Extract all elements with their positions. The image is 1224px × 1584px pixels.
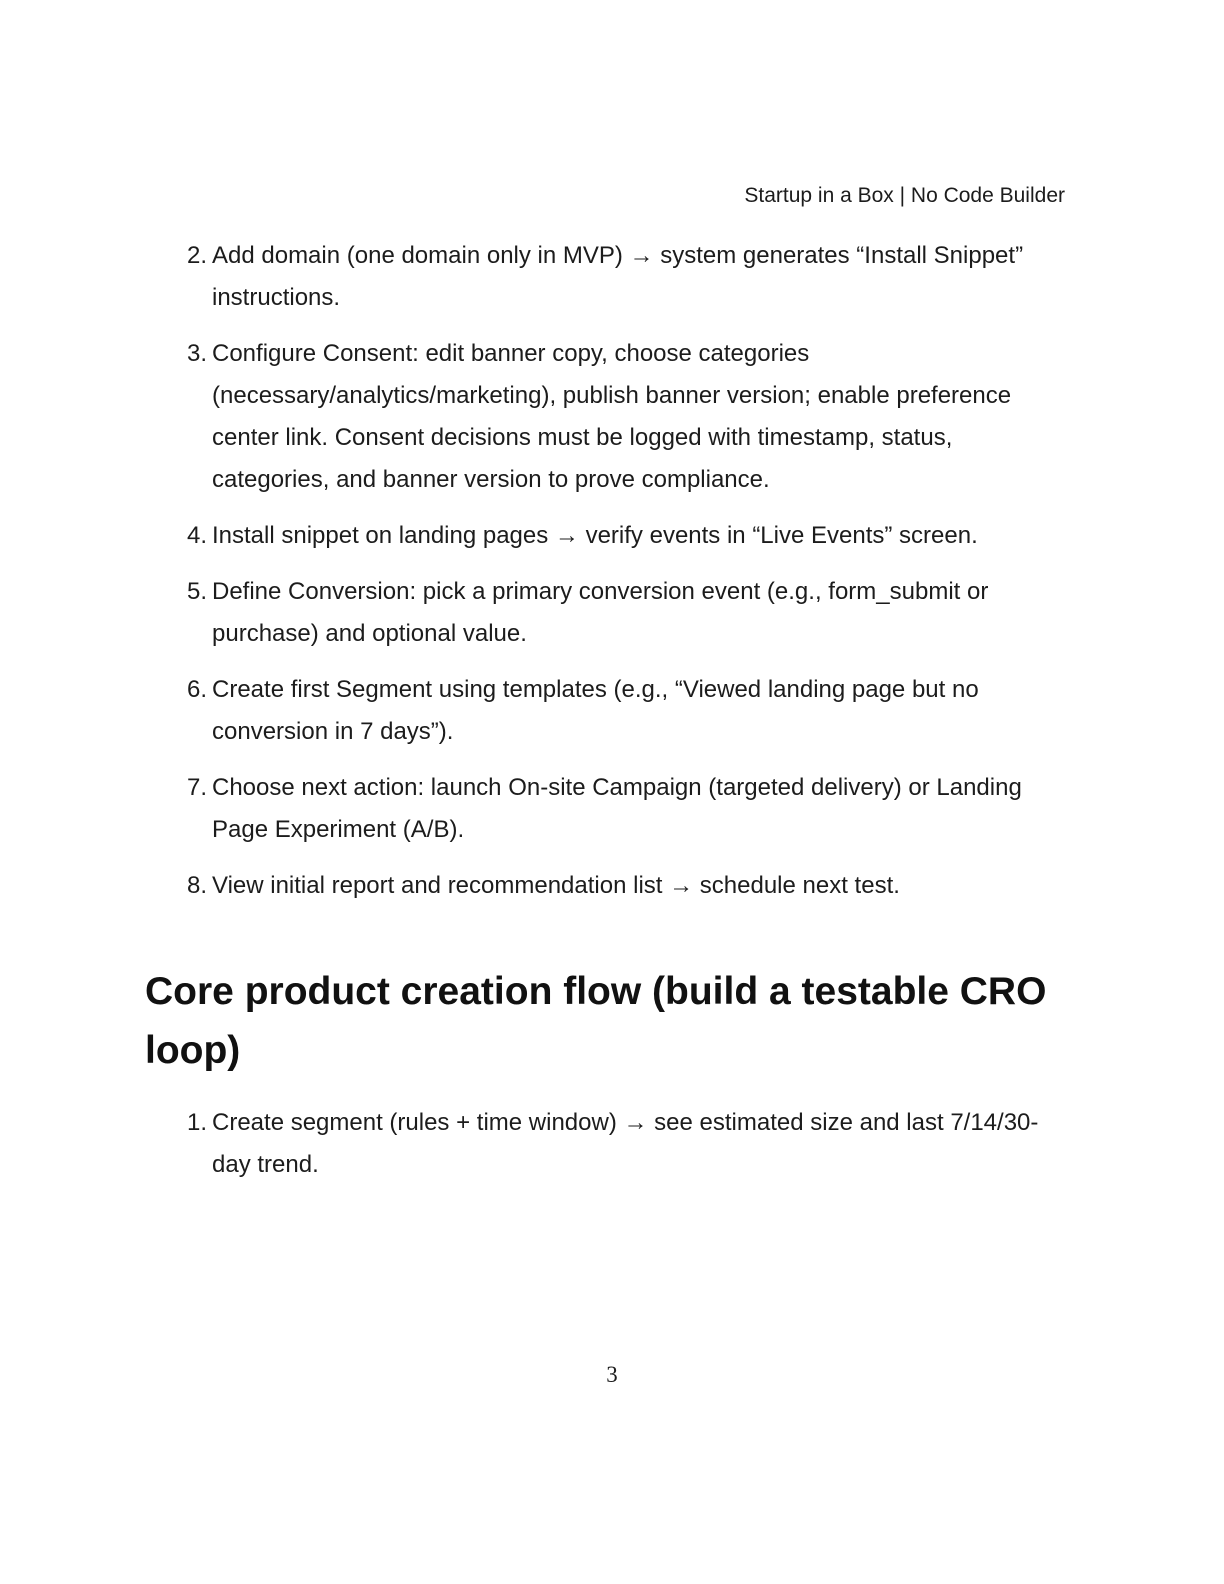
list-item-number: 3. — [186, 340, 207, 367]
section-heading: Core product creation flow (build a testable CRO loop) — [145, 970, 1047, 1072]
page-number: 3 — [606, 1362, 618, 1387]
list-item-text: Create first Segment using templates (e.g., “Viewed landing page but no conversion in 7 days”). — [212, 676, 979, 745]
list-item-number: 4. — [186, 522, 207, 549]
setup-steps-list — [145, 235, 1074, 907]
list-item — [145, 865, 1074, 907]
list-item — [145, 669, 1074, 753]
list-item — [145, 235, 1074, 319]
list-item-text: Create segment (rules + time window) → see estimated size and last 7/14/30-day trend. — [212, 1109, 1039, 1178]
list-item-text: Install snippet on landing pages → verify events in “Live Events” screen. — [212, 522, 978, 549]
list-item-text: Add domain (one domain only in MVP) → system generates “Install Snippet” instructions. — [212, 242, 1024, 311]
list-item — [145, 515, 1074, 557]
list-item-number: 5. — [186, 578, 207, 605]
core-flow-steps-list — [145, 1102, 1074, 1186]
list-item-text: Define Conversion: pick a primary conversion event (e.g., form_submit or purchase) and optional value. — [212, 578, 989, 647]
list-item-text: Choose next action: launch On-site Campaign (targeted delivery) or Landing Page Experiment (A/B). — [212, 774, 1022, 843]
list-item-number: 8. — [186, 872, 207, 899]
list-item-number: 2. — [186, 242, 207, 269]
list-item — [145, 333, 1074, 501]
running-header — [145, 182, 1074, 210]
running-header-text: Startup in a Box | No Code Builder — [744, 184, 1065, 207]
list-item — [145, 1102, 1074, 1186]
list-item-number: 7. — [186, 774, 207, 801]
list-item — [145, 571, 1074, 655]
list-item — [145, 767, 1074, 851]
list-item-text: View initial report and recommendation list → schedule next test. — [212, 872, 900, 899]
list-item-number: 6. — [186, 676, 207, 703]
list-item-number: 1. — [186, 1109, 207, 1136]
list-item-text: Configure Consent: edit banner copy, choose categories (necessary/analytics/marketing), publish banner version; enable preference center link. Consent decisions must be logged with timestamp, status, categories, and banner version to prove compliance. — [212, 340, 1012, 493]
